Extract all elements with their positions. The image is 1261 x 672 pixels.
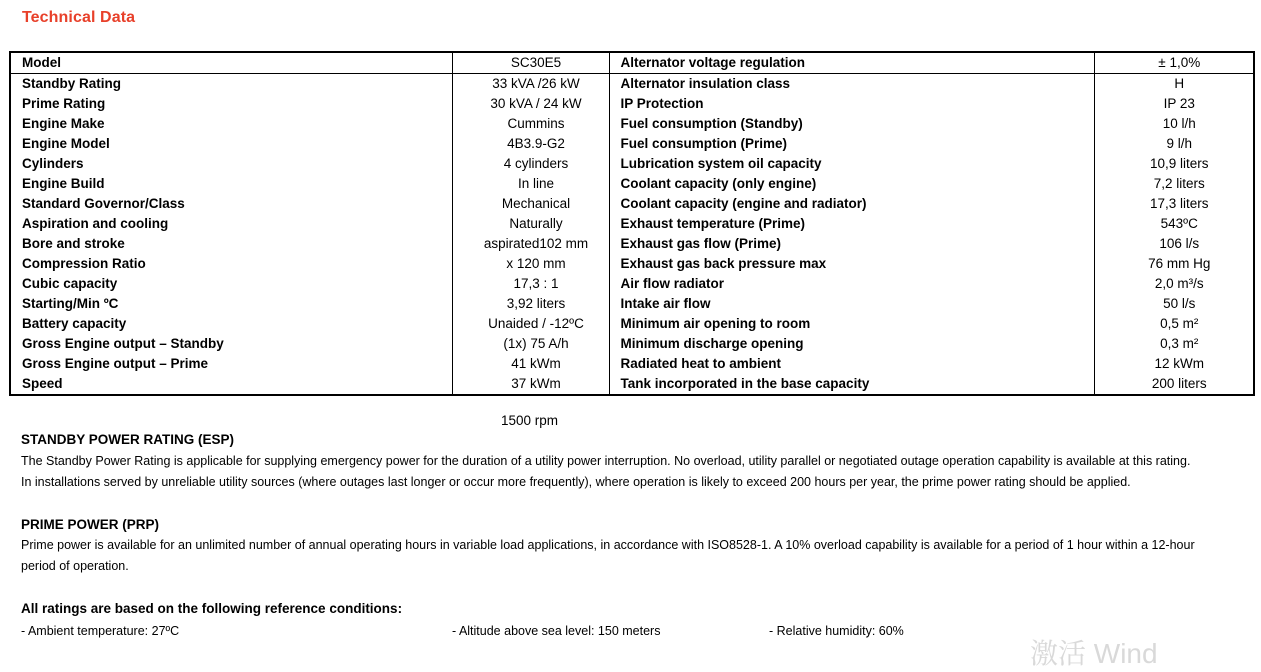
spec-row: [10, 274, 1254, 294]
spec-label-left: Engine Build: [10, 174, 452, 194]
spec-value-left: 4 cylinders: [452, 154, 609, 174]
spec-row: [10, 214, 1254, 234]
spec-value-right: ± 1,0%: [1094, 52, 1254, 74]
spec-row: [10, 254, 1254, 274]
spec-value-left: 17,3 : 1: [452, 274, 609, 294]
spec-label-right: Fuel consumption (Prime): [609, 134, 1094, 154]
spec-label-left: Aspiration and cooling: [10, 214, 452, 234]
spec-label-left: Standby Rating: [10, 74, 452, 95]
spec-row: [10, 52, 1254, 74]
spec-row: [10, 234, 1254, 254]
spec-label-right: Lubrication system oil capacity: [609, 154, 1094, 174]
spec-label-right: Tank incorporated in the base capacity: [609, 374, 1094, 395]
spec-value-right: 17,3 liters: [1094, 194, 1254, 214]
activation-watermark: 激活 Wind: [1030, 638, 1158, 669]
spec-label-left: Standard Governor/Class: [10, 194, 452, 214]
prime-heading: PRIME POWER (PRP): [21, 517, 160, 532]
spec-value-right: 50 l/s: [1094, 294, 1254, 314]
spec-value-left: In line: [452, 174, 609, 194]
spec-label-left: Prime Rating: [10, 94, 452, 114]
spec-value-left: 37 kWm: [452, 374, 609, 395]
spec-label-left: Cylinders: [10, 154, 452, 174]
spec-value-left: Cummins: [452, 114, 609, 134]
standby-heading: STANDBY POWER RATING (ESP): [21, 432, 235, 447]
technical-data-table-body: [10, 52, 1254, 395]
spec-value-right: 200 liters: [1094, 374, 1254, 395]
spec-label-right: Minimum discharge opening: [609, 334, 1094, 354]
spec-label-right: Exhaust gas back pressure max: [609, 254, 1094, 274]
spec-label-right: Minimum air opening to room: [609, 314, 1094, 334]
spec-value-right: 0,5 m²: [1094, 314, 1254, 334]
spec-label-left: Gross Engine output – Standby: [10, 334, 452, 354]
spec-label-left: Engine Make: [10, 114, 452, 134]
spec-label-right: Coolant capacity (only engine): [609, 174, 1094, 194]
spec-label-left: Compression Ratio: [10, 254, 452, 274]
spec-value-right: H: [1094, 74, 1254, 95]
spec-label-right: Fuel consumption (Standby): [609, 114, 1094, 134]
condition-altitude: - Altitude above sea level: 150 meters: [452, 624, 661, 638]
condition-ambient: - Ambient temperature: 27ºC: [21, 624, 180, 638]
spec-value-right: 12 kWm: [1094, 354, 1254, 374]
conditions-heading: All ratings are based on the following reference conditions:: [21, 601, 403, 616]
spec-row: [10, 194, 1254, 214]
standby-text-line-2: In installations served by unreliable utility sources (where outages last longer or occur more frequently), where operation is likely to exceed 200 hours per year, the prime power rating should be applied.: [21, 475, 1131, 489]
spec-label-left: Cubic capacity: [10, 274, 452, 294]
spec-value-left: Unaided / -12ºC: [452, 314, 609, 334]
spec-value-left: (1x) 75 A/h: [452, 334, 609, 354]
spec-label-right: Alternator voltage regulation: [609, 52, 1094, 74]
spec-value-right: 76 mm Hg: [1094, 254, 1254, 274]
spec-value-left: 33 kVA /26 kW: [452, 74, 609, 95]
technical-data-table: [9, 51, 1255, 396]
spec-value-left: aspirated102 mm: [452, 234, 609, 254]
spec-value-left: 4B3.9-G2: [452, 134, 609, 154]
spec-row: [10, 294, 1254, 314]
page-title: Technical Data: [22, 9, 136, 26]
spec-row: [10, 354, 1254, 374]
spec-value-left: 30 kVA / 24 kW: [452, 94, 609, 114]
spec-row: [10, 114, 1254, 134]
spec-row: [10, 334, 1254, 354]
spec-value-right: 10 l/h: [1094, 114, 1254, 134]
prime-text-line-1: Prime power is available for an unlimited number of annual operating hours in variable load applications, in accordance with ISO8528-1. A 10% overload capability is available for a period of 1 hour within a 12-hour: [21, 538, 1195, 552]
spec-row: [10, 74, 1254, 95]
spec-value-left: x 120 mm: [452, 254, 609, 274]
spec-label-left: Gross Engine output – Prime: [10, 354, 452, 374]
spec-value-right: 2,0 m³/s: [1094, 274, 1254, 294]
spec-label-left: Starting/Min ºC: [10, 294, 452, 314]
spec-label-right: Exhaust gas flow (Prime): [609, 234, 1094, 254]
spec-label-right: Intake air flow: [609, 294, 1094, 314]
spec-value-right: 106 l/s: [1094, 234, 1254, 254]
spec-label-right: Coolant capacity (engine and radiator): [609, 194, 1094, 214]
spec-value-right: 9 l/h: [1094, 134, 1254, 154]
spec-label-left: Engine Model: [10, 134, 452, 154]
spec-value-left: SC30E5: [452, 52, 609, 74]
spec-label-left: Speed: [10, 374, 452, 395]
spec-row: [10, 134, 1254, 154]
spec-row: [10, 154, 1254, 174]
spec-value-right: IP 23: [1094, 94, 1254, 114]
spec-label-left: Model: [10, 52, 452, 74]
spec-value-right: 7,2 liters: [1094, 174, 1254, 194]
spec-row: [10, 174, 1254, 194]
spec-row: [10, 94, 1254, 114]
spec-value-left: Naturally: [452, 214, 609, 234]
spec-label-right: IP Protection: [609, 94, 1094, 114]
spec-label-right: Exhaust temperature (Prime): [609, 214, 1094, 234]
spec-label-right: Radiated heat to ambient: [609, 354, 1094, 374]
spec-value-left: 41 kWm: [452, 354, 609, 374]
spec-value-left: Mechanical: [452, 194, 609, 214]
spec-value-right: 543ºC: [1094, 214, 1254, 234]
spec-label-right: Alternator insulation class: [609, 74, 1094, 95]
spec-value-left: 3,92 liters: [452, 294, 609, 314]
spec-label-left: Bore and stroke: [10, 234, 452, 254]
spec-value-right: 0,3 m²: [1094, 334, 1254, 354]
spec-row: [10, 314, 1254, 334]
speed-rpm-value: 1500 rpm: [500, 413, 559, 428]
standby-text-line-1: The Standby Power Rating is applicable for supplying emergency power for the duration of a utility power interruption. No overload, utility parallel or negotiated outage operation capability is available at this rating.: [21, 454, 1191, 468]
prime-text-line-2: period of operation.: [21, 559, 129, 573]
spec-value-right: 10,9 liters: [1094, 154, 1254, 174]
spec-row: [10, 374, 1254, 395]
spec-label-right: Air flow radiator: [609, 274, 1094, 294]
condition-humidity: - Relative humidity: 60%: [769, 624, 904, 638]
spec-label-left: Battery capacity: [10, 314, 452, 334]
